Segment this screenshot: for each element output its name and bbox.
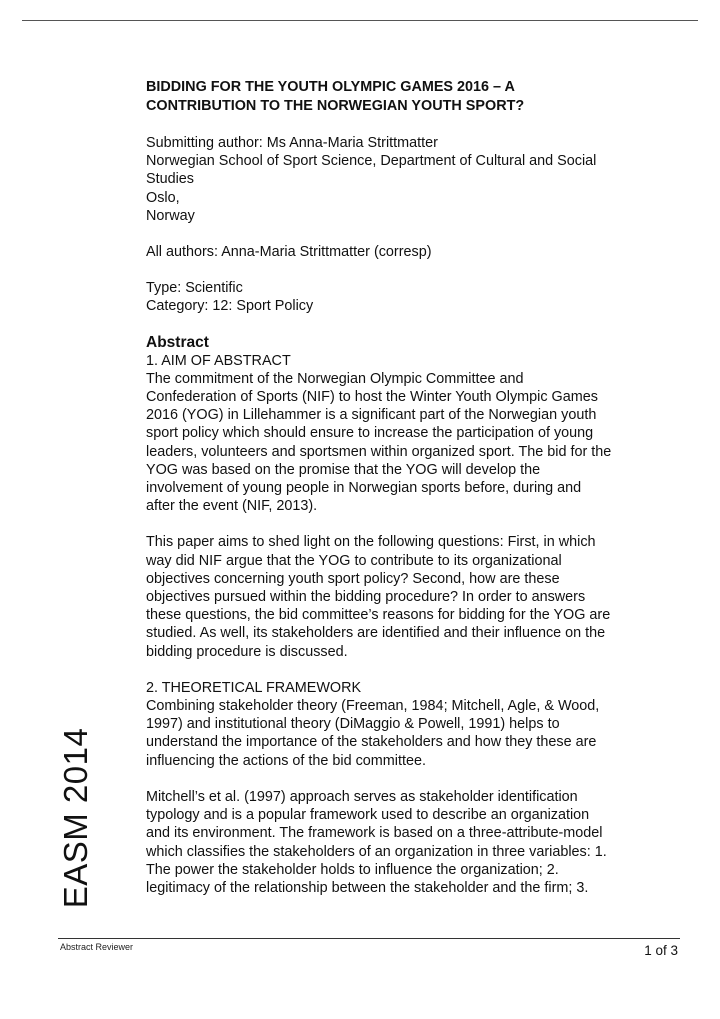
paragraph-mitchell [146,788,662,897]
paragraph-aim [146,370,662,516]
paragraph-questions [146,533,662,660]
paragraph-line: 1997) and institutional theory (DiMaggio & Powell, 1991) helps to [146,716,560,733]
paper-title [146,78,662,116]
paragraph-line: 2016 (YOG) in Lillehammer is a significant part of the Norwegian youth [146,407,597,424]
paragraph-line: leaders, volunteers and sportsmen within organized sport. The bid for the [146,443,612,460]
meta-block [146,279,662,315]
paragraph-line: involvement of young people in Norwegian sports before, during and [146,480,582,497]
paragraph-line: way did NIF argue that the YOG to contribute to its organizational [146,552,562,569]
all-authors-text: All authors: Anna-Maria Strittmatter (corresp) [146,244,432,261]
section-heading-framework: 2. THEORETICAL FRAMEWORK [146,679,362,696]
country-line: Norway [146,207,195,224]
paragraph-line: typology and is a popular framework used to describe an organization [146,807,590,824]
affiliation-line: Studies [146,171,194,188]
page-number: 1 of 3 [644,943,678,958]
paragraph-line: and its environment. The framework is based on a three-attribute-model [146,825,603,842]
section-heading-aim: 1. AIM OF ABSTRACT [146,352,291,369]
paragraph-line: The commitment of the Norwegian Olympic Committee and [146,370,524,387]
title-line: BIDDING FOR THE YOUTH OLYMPIC GAMES 2016 – A [146,79,515,95]
footer-reviewer-label: Abstract Reviewer [60,942,134,952]
abstract-document [146,78,662,915]
paragraph-framework [146,697,662,770]
paragraph-line: which classifies the stakeholders of an organization in three variables: 1. [146,843,607,860]
abstract-section [146,334,662,897]
paragraph-line: studied. As well, its stakeholders are identified and their influence on the [146,625,606,642]
city-line: Oslo, [146,189,180,206]
abstract-heading: Abstract [146,333,209,351]
paragraph-line: influencing the actions of the bid committee. [146,752,426,769]
author-block [146,134,662,225]
submitting-author: Submitting author: Ms Anna-Maria Strittmatter [146,135,438,151]
paragraph-line: these questions, the bid committee’s reasons for bidding for the YOG are [146,607,611,624]
paragraph-line: This paper aims to shed light on the following questions: First, in which [146,534,596,551]
paragraph-line: Mitchell’s et al. (1997) approach serves as stakeholder identification [146,788,578,805]
all-authors [146,243,662,261]
paragraph-line: Combining stakeholder theory (Freeman, 1984; Mitchell, Agle, & Wood, [146,698,600,715]
easm-side-label: EASM 2014 [57,727,94,909]
paragraph-line: The power the stakeholder holds to influence the organization; 2. [146,861,559,878]
paragraph-line: objectives pursued within the bidding procedure? In order to answers [146,589,586,606]
paragraph-line: understand the importance of the stakeholders and how they these are [146,734,597,751]
top-divider [22,20,698,21]
type-line: Type: Scientific [146,280,243,297]
paragraph-line: bidding procedure is discussed. [146,643,348,660]
footer-divider [58,938,680,939]
paragraph-line: legitimacy of the relationship between the stakeholder and the firm; 3. [146,879,589,896]
category-line: Category: 12: Sport Policy [146,298,314,315]
paragraph-line: objectives concerning youth sport policy? Second, how are these [146,570,560,587]
paragraph-line: Confederation of Sports (NIF) to host the Winter Youth Olympic Games [146,389,598,406]
affiliation-line: Norwegian School of Sport Science, Department of Cultural and Social [146,153,597,170]
paragraph-line: YOG was based on the promise that the YOG will develop the [146,461,541,478]
paragraph-line: after the event (NIF, 2013). [146,498,318,515]
paragraph-line: sport policy which should ensure to increase the participation of young [146,425,594,442]
title-line: CONTRIBUTION TO THE NORWEGIAN YOUTH SPORT? [146,98,525,114]
